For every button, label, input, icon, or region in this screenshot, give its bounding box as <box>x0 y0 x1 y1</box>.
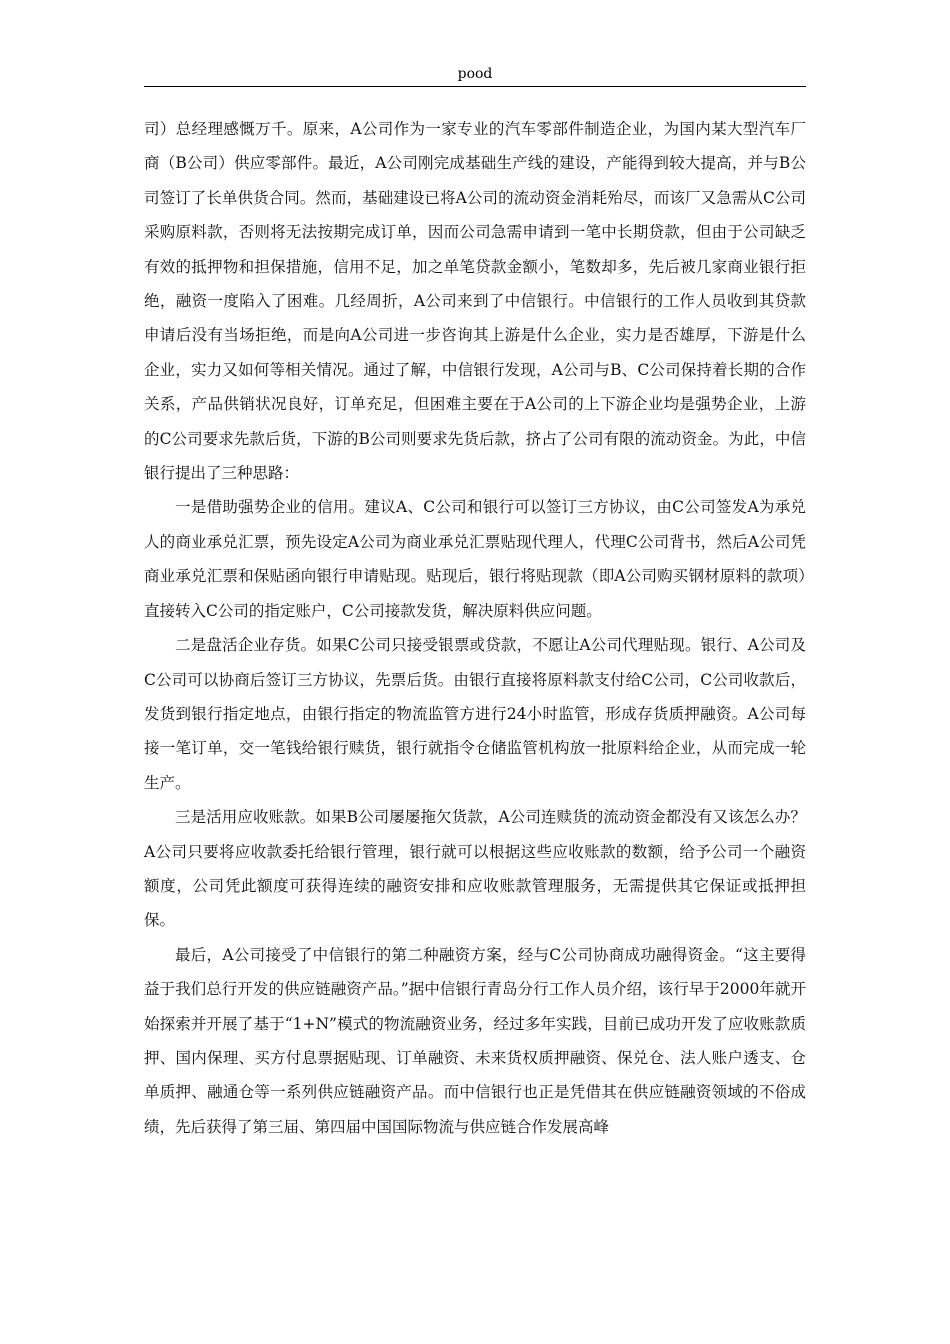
paragraph-continuation: 司）总经理感慨万千。原来，A公司作为一家专业的汽车零部件制造企业，为国内某大型汽车厂商（B公司）供应零部件。最近，A公司刚完成基础生产线的建设，产能得到较大提高，并与B公司签订了长单供货合同。然而，基础建设已将A公司的流动资金消耗殆尽，而该厂又急需从C公司采购原料款，否则将无法按期完成订单，因而公司急需申请到一笔中长期贷款，但由于公司缺乏有效的抵押物和担保措施，信用不足，加之单笔贷款金额小，笔数却多，先后被几家商业银行拒绝，融资一度陷入了困难。几经周折，A公司来到了中信银行。中信银行的工作人员收到其贷款申请后没有当场拒绝，而是向A公司进一步咨询其上游是什么企业，实力是否雄厚，下游是什么企业，实力又如何等相关情况。通过了解，中信银行发现，A公司与B、C公司保持着长期的合作关系，产品供销状况良好，订单充足，但困难主要在于A公司的上下游企业均是强势企业，上游的C公司要求先款后货，下游的B公司则要求先货后款，挤占了公司有限的流动资金。为此，中信银行提出了三种思路： <box>144 120 806 483</box>
paragraph-option-three: 三是活用应收账款。如果B公司屡屡拖欠货款，A公司连赎货的流动资金都没有又该怎么办？A公司只要将应收款委托给银行管理，银行就可以根据这些应收账款的数额，给予公司一个融资额度，公司凭此额度可获得连续的融资安排和应收账款管理服务，无需提供其它保证或抵押担保。 <box>144 808 806 930</box>
paragraph-option-one: 一是借助强势企业的信用。建议A、C公司和银行可以签订三方协议，由C公司签发A为承兑人的商业承兑汇票，预先设定A公司为商业承兑汇票贴现代理人，代理C公司背书，然后A公司凭商业承兑汇票和保贴函向银行申请贴现。贴现后，银行将贴现款（即A公司购买钢材原料的款项）直接转入C公司的指定账户，C公司接款发货，解决原料供应问题。 <box>144 498 806 620</box>
paragraph-conclusion: 最后，A公司接受了中信银行的第二种融资方案，经与C公司协商成功融得资金。“这主要得益于我们总行开发的供应链融资产品。”据中信银行青岛分行工作人员介绍，该行早于2000年就开始探索并开展了基于“1+N”模式的物流融资业务，经过多年实践，目前已成功开发了应收账款质押、国内保理、买方付息票据贴现、订单融资、未来货权质押融资、保兑仓、法人账户透支、仓单质押、融通仓等一系列供应链融资产品。而中信银行也正是凭借其在供应链融资领域的不俗成绩，先后获得了第三届、第四届中国国际物流与供应链合作发展高峰 <box>144 945 806 1136</box>
header-divider <box>144 86 806 87</box>
paragraph-option-two: 二是盘活企业存货。如果C公司只接受银票或贷款，不愿让A公司代理贴现。银行、A公司及C公司可以协商后签订三方协议，先票后货。由银行直接将原料款支付给C公司，C公司收款后，发货到银行指定地点，由银行指定的物流监管方进行24小时监管，形成存货质押融资。A公司每接一笔订单，交一笔钱给银行赎货，银行就指令仓储监管机构放一批原料给企业，从而完成一轮生产。 <box>144 636 806 792</box>
document-body <box>144 112 806 1144</box>
page-header: pood <box>457 66 493 82</box>
